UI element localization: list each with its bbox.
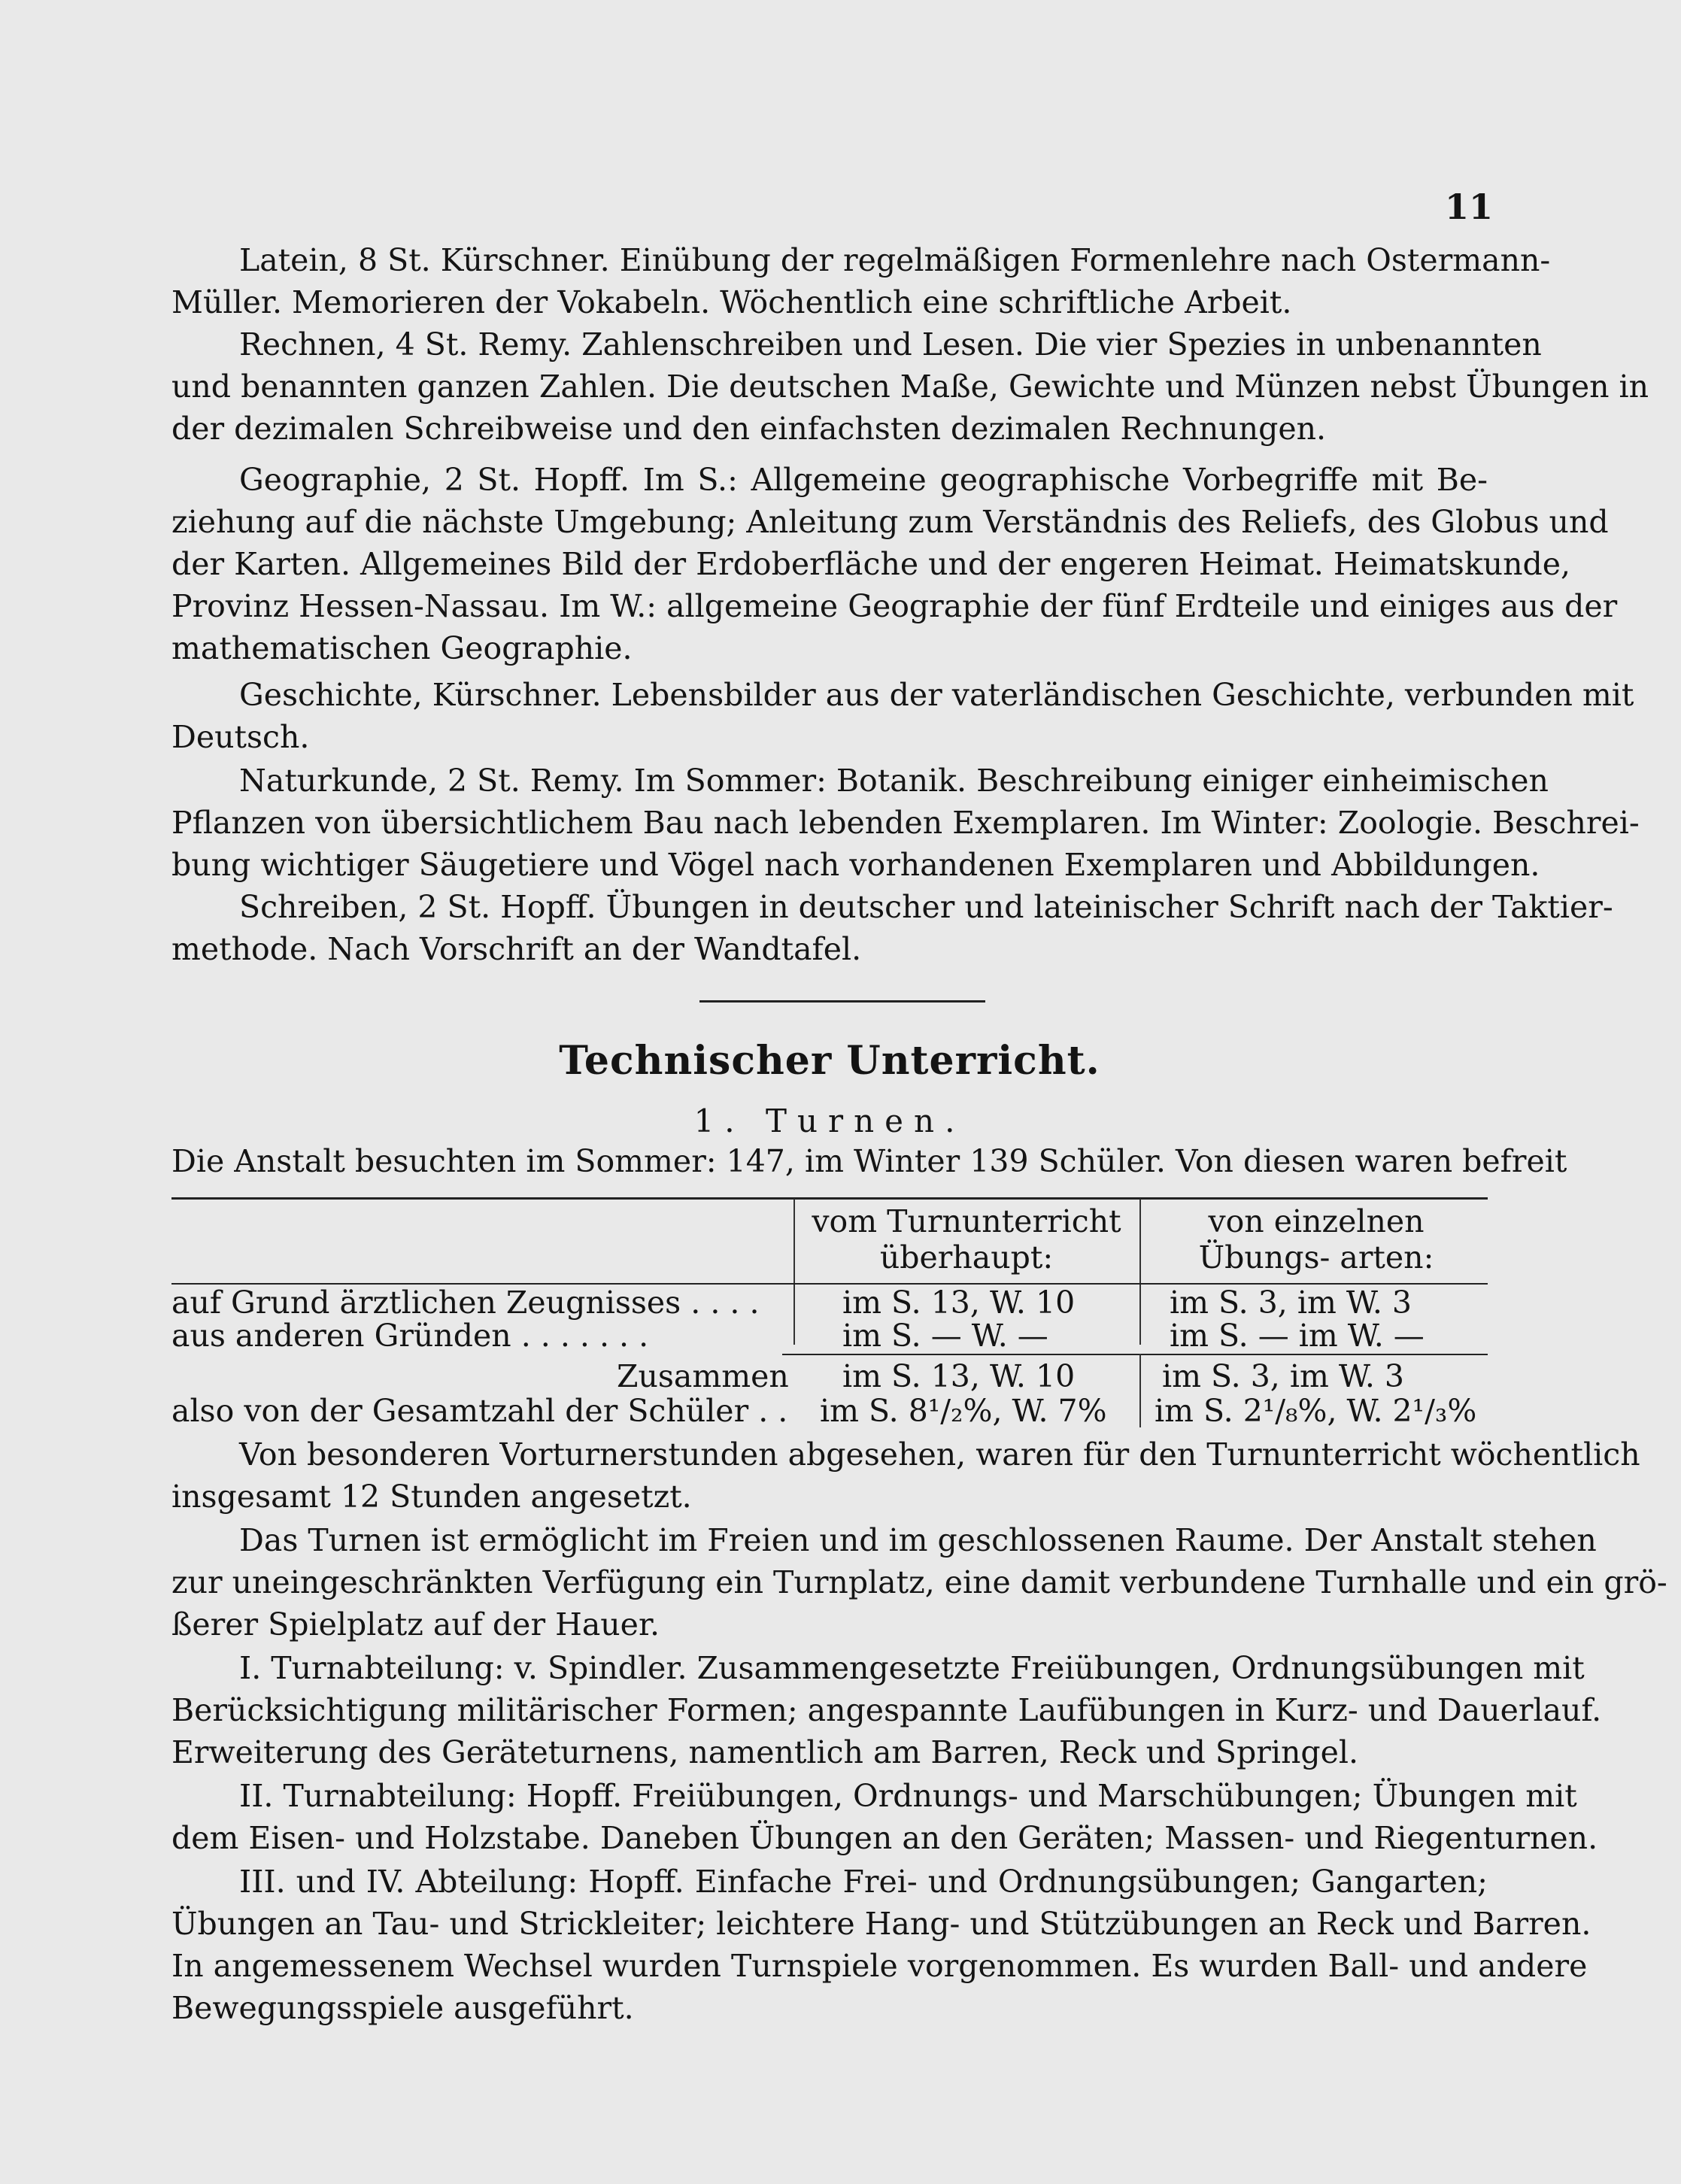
text-line: Pflanzen von übersichtlichem Bau nach lebenden Exemplaren. Im Winter: Zoologie. Beschrei- [171, 805, 1640, 841]
page-number: 11 [1444, 187, 1493, 227]
text-line: Erweiterung des Geräteturnens, namentlich am Barren, Reck und Springel. [171, 1734, 1358, 1770]
row-label: Zusammen [617, 1358, 789, 1394]
text-line: der Karten. Allgemeines Bild der Erdoberfläche und der engeren Heimat. Heimatskunde, [171, 546, 1571, 582]
text-line: Naturkunde, 2 St. Remy. Im Sommer: Botanik. Beschreibung einiger einheimischen [239, 763, 1549, 799]
text-line: ßerer Spielplatz auf der Hauer. [171, 1606, 660, 1643]
text-line: I. Turnabteilung: v. Spindler. Zusammengesetzte Freiübungen, Ordnungsübungen mit [239, 1650, 1585, 1686]
table-header-col2: von einzelnen Übungs- arten: [1198, 1203, 1434, 1276]
row-label: auf Grund ärztlichen Zeugnisses . . . . [171, 1285, 760, 1321]
text-line: dem Eisen- und Holzstabe. Daneben Übungen an den Geräten; Massen- und Riegenturnen. [171, 1820, 1598, 1856]
row-col2: im S. 2¹/₈%, W. 2¹/₃% [1155, 1393, 1477, 1429]
row-col2: im S. — im W. — [1170, 1318, 1425, 1354]
text-line: III. und IV. Abteilung: Hopff. Einfache Frei- und Ordnungsübungen; Gangarten; [239, 1864, 1488, 1900]
text-line: bung wichtiger Säugetiere und Vögel nach vorhandenen Exemplaren und Abbildungen. [171, 847, 1540, 883]
text-line: insgesamt 12 Stunden angesetzt. [171, 1479, 692, 1515]
row-col1: im S. 13, W. 10 [842, 1285, 1076, 1321]
table-header-col1: vom Turnunterricht überhaupt: [812, 1203, 1121, 1276]
text-line: Übungen an Tau- und Strickleiter; leichtere Hang- und Stützübungen an Reck und Barren. [171, 1906, 1591, 1942]
intro-line: Die Anstalt besuchten im Sommer: 147, im Winter 139 Schüler. Von diesen waren befreit [171, 1143, 1567, 1179]
row-col2: im S. 3, im W. 3 [1162, 1358, 1405, 1394]
text-line: zur uneingeschränkten Verfügung ein Turnplatz, eine damit verbundene Turnhalle und ein grö- [171, 1564, 1667, 1600]
row-col1: im S. 13, W. 10 [842, 1358, 1076, 1394]
text-line: Geographie, 2 St. Hopff. Im S.: Allgemeine geographische Vorbegriffe mit Be- [239, 462, 1488, 498]
text-line: Schreiben, 2 St. Hopff. Übungen in deutscher und lateinischer Schrift nach der Taktier- [239, 889, 1613, 925]
text-line: mathematischen Geographie. [171, 630, 633, 666]
row-col1: im S. — W. — [842, 1318, 1048, 1354]
text-line: Deutsch. [171, 719, 310, 755]
text-line: methode. Nach Vorschrift an der Wandtafel. [171, 931, 862, 967]
text-line: Latein, 8 St. Kürschner. Einübung der regelmäßigen Formenlehre nach Ostermann- [239, 242, 1551, 278]
table-divider [793, 1199, 795, 1345]
subsection-title: 1. Turnen. [693, 1103, 966, 1139]
text-line: Von besonderen Vorturnerstunden abgesehen, waren für den Turnunterricht wöchentlich [239, 1436, 1640, 1473]
section-divider [699, 1000, 985, 1003]
text-line: Müller. Memorieren der Vokabeln. Wöchentlich eine schriftliche Arbeit. [171, 284, 1292, 320]
table-divider [1139, 1199, 1141, 1345]
text-line: Rechnen, 4 St. Remy. Zahlenschreiben und Lesen. Die vier Spezies in unbenannten [239, 326, 1542, 362]
text-line: Berücksichtigung militärischer Formen; angespannte Laufübungen in Kurz- und Dauerlauf. [171, 1692, 1602, 1728]
text-line: Bewegungsspiele ausgeführt. [171, 1990, 634, 2026]
row-col1: im S. 8¹/₂%, W. 7% [820, 1393, 1107, 1429]
text-line: ziehung auf die nächste Umgebung; Anleitung zum Verständnis des Reliefs, des Globus und [171, 504, 1609, 540]
section-title: Technischer Unterricht. [559, 1038, 1100, 1084]
sum-rule [782, 1354, 1488, 1355]
text-line: der dezimalen Schreibweise und den einfachsten dezimalen Rechnungen. [171, 411, 1327, 447]
text-line: Provinz Hessen-Nassau. Im W.: allgemeine Geographie der fünf Erdteile und einiges aus der [171, 588, 1618, 624]
text-line: In angemessenem Wechsel wurden Turnspiele vorgenommen. Es wurden Ball- und andere [171, 1948, 1588, 1984]
row-label: aus anderen Gründen . . . . . . . [171, 1318, 649, 1354]
text-line: und benannten ganzen Zahlen. Die deutschen Maße, Gewichte und Münzen nebst Übungen in [171, 369, 1649, 405]
row-col2: im S. 3, im W. 3 [1170, 1285, 1412, 1321]
text-line: Geschichte, Kürschner. Lebensbilder aus der vaterländischen Geschichte, verbunden mit [239, 677, 1634, 713]
row-label: also von der Gesamtzahl der Schüler . . [171, 1393, 788, 1429]
table-top-rule [171, 1197, 1488, 1200]
text-line: Das Turnen ist ermöglicht im Freien und im geschlossenen Raume. Der Anstalt stehen [239, 1522, 1597, 1558]
text-line: II. Turnabteilung: Hopff. Freiübungen, Ordnungs- und Marschübungen; Übungen mit [239, 1778, 1577, 1814]
table-divider [1139, 1354, 1141, 1427]
